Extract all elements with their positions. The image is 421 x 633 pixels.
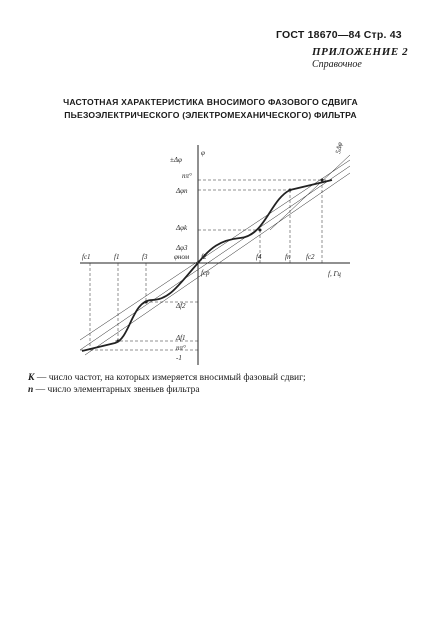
note-k — [28, 373, 306, 383]
ref-line-lower — [85, 173, 350, 355]
f-c1-label: fс1 — [82, 253, 91, 261]
phase-curve — [82, 180, 332, 351]
dphi-3-label: Δφ3 — [176, 244, 188, 252]
ref-line-upper — [80, 160, 350, 340]
figure-title-line1: ЧАСТОТНАЯ ХАРАКТЕРИСТИКА ВНОСИМОГО ФАЗОВОГО СДВИГА — [63, 97, 358, 107]
curve-point — [145, 301, 148, 304]
f-2-label: f2 — [201, 253, 207, 261]
phi-nom-label: φном — [174, 253, 190, 261]
f-3-label: f3 — [142, 253, 148, 261]
curve-point — [321, 179, 324, 182]
f-4-label: f4 — [256, 253, 262, 261]
f-c2-label: fс2 — [306, 253, 315, 261]
slope-label: 5Δφ — [334, 141, 344, 155]
y-axis-label-left: ±Δφ — [170, 156, 182, 164]
minus-n-pi-label: nπ° — [176, 344, 186, 352]
minus-one-label: -1 — [176, 354, 182, 362]
df-1-label: Δf1 — [176, 334, 186, 342]
curve-point — [289, 189, 292, 192]
f-n-label: fn — [285, 253, 291, 261]
f-1-label: f1 — [114, 253, 120, 261]
figure-title-line2: ПЬЕЗОЭЛЕКТРИЧЕСКОГО (ЭЛЕКТРОМЕХАНИЧЕСКОГО) ФИЛЬТРА — [64, 110, 357, 120]
k-symbol: К — [28, 373, 35, 383]
phase-characteristic-figure — [70, 140, 360, 370]
note-n — [28, 385, 200, 395]
dphi-n-label: Δφn — [176, 187, 188, 195]
appendix-subtitle: Справочное — [312, 59, 362, 70]
x-axis-label: f, Гц — [328, 270, 341, 278]
page-header: ГОСТ 18670—84 Стр. 43 — [276, 29, 402, 41]
n-symbol: n — [28, 385, 34, 395]
f-cp-label: fср — [201, 269, 210, 277]
ref-line-slope — [270, 155, 350, 230]
note-n-text: — число элементарных звеньев фильтра — [33, 385, 200, 395]
n-pi-label: nπ° — [182, 172, 192, 180]
y-axis-label-right: φ — [201, 149, 205, 157]
appendix-title: ПРИЛОЖЕНИЕ 2 — [312, 46, 409, 58]
note-k-text: — число частот, на которых измеряется вносимый фазовый сдвиг; — [34, 373, 306, 383]
dphi-k-label: Δφk — [176, 224, 188, 232]
curve-point — [117, 340, 120, 343]
df-2-label: Δf2 — [176, 302, 186, 310]
curve-point — [259, 229, 262, 232]
